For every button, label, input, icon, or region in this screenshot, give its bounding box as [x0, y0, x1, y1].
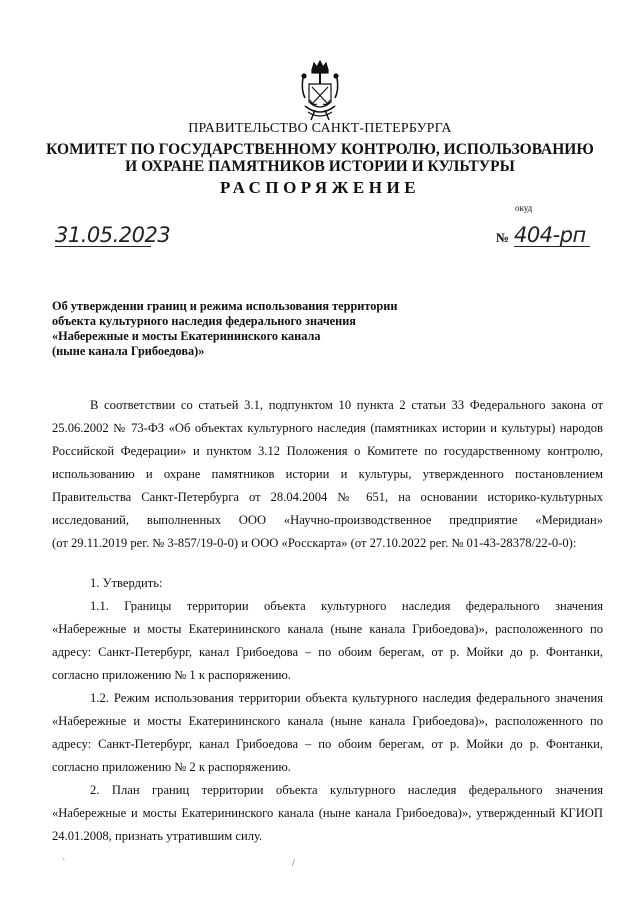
item-1-1-line: 1.1. Границы территории объекта культурного наследия федерального значения	[90, 599, 603, 613]
preamble-line: В соответствии со статьей 3.1, подпунктом 10 пункта 2 статьи 33 Федерального закона от	[90, 398, 603, 412]
preamble-line: Российской Федерации» и пунктом 3.12 Положения о Комитете по государственному контролю,	[52, 444, 603, 458]
item-2-line: 24.01.2008, признать утратившим силу.	[52, 829, 263, 843]
coat-of-arms-icon	[299, 60, 341, 122]
subject-line: «Набережные и мосты Екатерининского канала	[52, 329, 321, 343]
preamble-line: использованию и охране памятников истории и культуры, утвержденного постановлением	[52, 467, 603, 481]
okud-label: окуд	[515, 203, 533, 213]
item-1-1-line: «Набережные и мосты Екатерининского канала (ныне канала Грибоедова)», расположенного по	[52, 622, 603, 636]
item-2-line: 2. План границ территории объекта культурного наследия федерального значения	[90, 783, 603, 797]
document-subject	[52, 299, 432, 359]
scan-mark: `	[62, 858, 66, 869]
item-1-1-line: адресу: Санкт-Петербург, канал Грибоедова – по обоим берегам, от р. Мойки до р. Фонтанки,	[52, 645, 603, 659]
subject-line: (ныне канала Грибоедова)»	[52, 344, 205, 358]
preamble-line: (от 29.11.2019 рег. № 3-857/19-0-0) и ООО «Росскарта» (от 27.10.2022 рег. № 01-43-28378/22-0-0):	[52, 536, 577, 550]
subject-line: объекта культурного наследия федерального значения	[52, 314, 356, 328]
document-number: 404-рп	[514, 224, 590, 247]
item-1-1-line: согласно приложению № 1 к распоряжению.	[52, 668, 291, 682]
document-date: 31.05.2023	[55, 223, 171, 247]
item-1-heading: 1. Утвердить:	[90, 576, 163, 590]
preamble-line: исследований, выполненных ООО «Научно-производственное предприятие «Меридиан»	[52, 513, 603, 527]
committee-title-line-2: И ОХРАНЕ ПАМЯТНИКОВ ИСТОРИИ И КУЛЬТУРЫ	[125, 158, 515, 175]
committee-title-line-1: КОМИТЕТ ПО ГОСУДАРСТВЕННОМУ КОНТРОЛЮ, ИСПОЛЬЗОВАНИЮ	[46, 141, 594, 158]
preamble-line: 25.06.2002 № 73-ФЗ «Об объектах культурного наследия (памятниках истории и культуры) народов	[52, 421, 603, 435]
item-1-2-line: «Набережные и мосты Екатерининского канала (ныне канала Грибоедова)», расположенного по	[52, 714, 603, 728]
scan-mark: /	[292, 858, 295, 869]
number-sign: №	[496, 230, 510, 245]
item-1-2-line: адресу: Санкт-Петербург, канал Грибоедова – по обоим берегам, от р. Мойки до р. Фонтанки,	[52, 737, 603, 751]
item-1-2-line: 1.2. Режим использования территории объекта культурного наследия федерального значения	[90, 691, 603, 705]
item-1-2-line: согласно приложению № 2 к распоряжению.	[52, 760, 291, 774]
preamble-line: Правительства Санкт-Петербурга от 28.04.2004 № 651, на основании историко-культурных	[52, 490, 603, 504]
item-2-line: «Набережные и мосты Екатерининского канала (ныне канала Грибоедова)», утвержденный КГИОП	[52, 806, 603, 820]
subject-line: Об утверждении границ и режима использования территории	[52, 299, 398, 313]
document-type: РАСПОРЯЖЕНИЕ	[219, 178, 421, 197]
government-title: ПРАВИТЕЛЬСТВО САНКТ-ПЕТЕРБУРГА	[188, 121, 452, 136]
